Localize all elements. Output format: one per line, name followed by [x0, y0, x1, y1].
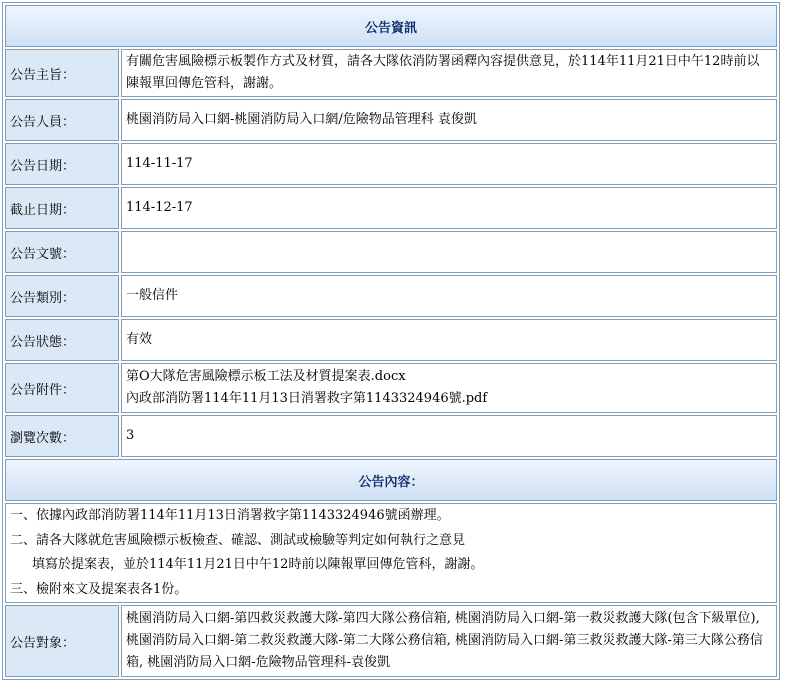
deadline-label: 截止日期：	[5, 187, 119, 229]
announcement-content	[5, 503, 777, 603]
doc-no-value	[121, 231, 777, 273]
category-label: 公告類別：	[5, 275, 119, 317]
publisher-row	[5, 99, 777, 141]
attachment-link-pdf[interactable]: 內政部消防署114年11月13日消署救字第1143324946號.pdf	[126, 391, 488, 406]
content-section-title: 公告內容：	[5, 459, 777, 501]
views-value: 3	[121, 415, 777, 457]
category-value: 一般信件	[121, 275, 777, 317]
status-label: 公告狀態：	[5, 319, 119, 361]
attachments-label: 公告附件：	[5, 363, 119, 413]
content-header-row	[5, 459, 777, 501]
content-line: 二、請各大隊就危害風險標示板檢查、確認、測試或檢驗等判定如何執行之意見	[10, 532, 466, 548]
date-label: 公告日期：	[5, 143, 119, 185]
doc-no-row	[5, 231, 777, 273]
content-row	[5, 503, 777, 603]
deadline-value: 114-12-17	[121, 187, 777, 229]
content-line: 填寫於提案表，並於114年11月21日中午12時前以陳報單回傳危管科，謝謝。	[32, 557, 484, 572]
date-value: 114-11-17	[121, 143, 777, 185]
subject-value: 有關危害風險標示板製作方式及材質，請各大隊依消防署函釋內容提供意見，於114年11月21日中午12時前以陳報單回傳危管科，謝謝。	[121, 49, 777, 97]
target-value: 桃園消防局入口網-第四救災救護大隊-第四大隊公務信箱, 桃園消防局入口網-第一救災救護大隊(包含下級單位), 桃園消防局入口網-第二救災救護大隊-第二大隊公務信箱, 桃園消防局入口網-第三救災救護大隊-第三大隊公務信箱, 桃園消防局入口網-危險物品管理科-袁俊凱	[121, 605, 777, 677]
deadline-row	[5, 187, 777, 229]
attachments-row	[5, 363, 777, 413]
status-row	[5, 319, 777, 361]
doc-no-label: 公告文號：	[5, 231, 119, 273]
date-row	[5, 143, 777, 185]
publisher-label: 公告人員：	[5, 99, 119, 141]
status-value: 有效	[121, 319, 777, 361]
content-line: 三、檢附來文及提案表各1份。	[10, 581, 188, 597]
attachments-value	[121, 363, 777, 413]
subject-label: 公告主旨：	[5, 49, 119, 97]
info-header-row	[5, 5, 777, 47]
info-section-title: 公告資訊	[5, 5, 777, 47]
category-row	[5, 275, 777, 317]
target-row	[5, 605, 777, 677]
views-row	[5, 415, 777, 457]
views-label: 瀏覽次數：	[5, 415, 119, 457]
announcement-table	[2, 2, 780, 680]
attachment-link-docx[interactable]: 第O大隊危害風險標示板工法及材質提案表.docx	[126, 369, 406, 384]
publisher-value: 桃園消防局入口網-桃園消防局入口網/危險物品管理科 袁俊凱	[121, 99, 777, 141]
target-label: 公告對象：	[5, 605, 119, 677]
content-line: 一、依據內政部消防署114年11月13日消署救字第1143324946號函辦理。	[10, 508, 450, 523]
subject-row	[5, 49, 777, 97]
